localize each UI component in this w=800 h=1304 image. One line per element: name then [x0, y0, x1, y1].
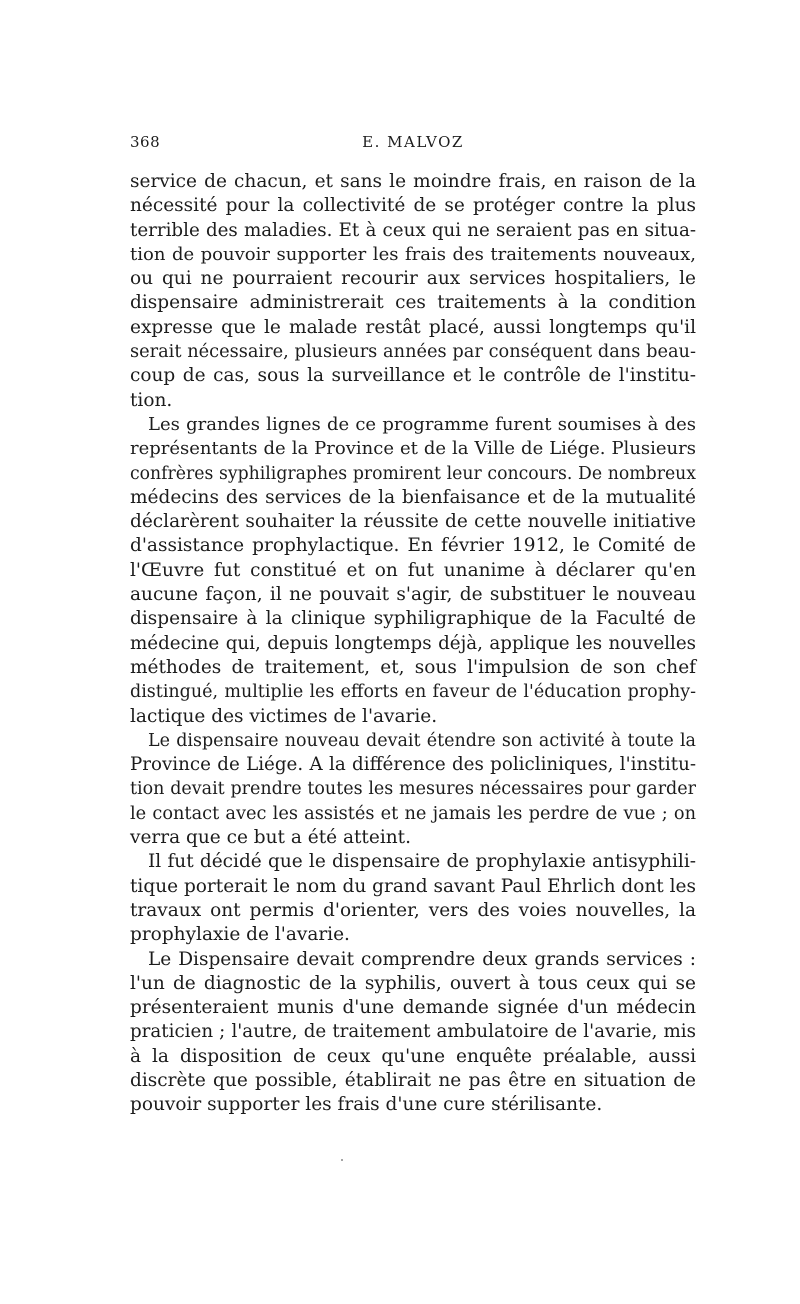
text-line: discrète que possible, établirait ne pas être en situation de	[130, 1069, 696, 1091]
paper-speck	[341, 1159, 343, 1161]
paragraph	[130, 413, 696, 729]
text-line: tique porterait le nom du grand savant Paul Ehrlich dont les	[130, 875, 696, 897]
text-line: l'un de diagnostic de la syphilis, ouvert à tous ceux qui se	[130, 972, 696, 994]
text-line: lactique des victimes de l'avarie.	[130, 705, 438, 727]
text-line: médecine qui, depuis longtemps déjà, applique les nouvelles	[130, 632, 696, 654]
text-line: pouvoir supporter les frais d'une cure stérilisante.	[130, 1094, 603, 1116]
paragraph	[130, 948, 696, 1118]
text-line: Les grandes lignes de ce programme furent soumises à des	[148, 413, 696, 435]
text-line: ou qui ne pourraient recourir aux services hospitaliers, le	[130, 268, 696, 290]
text-line: verra que ce but a été atteint.	[130, 827, 411, 849]
text-line: dispensaire administrerait ces traitements à la condition	[130, 292, 696, 314]
text-line: expresse que le malade restât placé, aussi longtemps qu'il	[130, 316, 696, 338]
text-line: prophylaxie de l'avarie.	[130, 924, 350, 946]
text-line: coup de cas, sous la surveillance et le contrôle de l'institu-	[130, 365, 696, 387]
text-line: d'assistance prophylactique. En février 1912, le Comité de	[130, 535, 696, 557]
text-line: service de chacun, et sans le moindre frais, en raison de la	[130, 171, 696, 192]
text-line: distingué, multiplie les efforts en faveur de l'éducation prophy-	[130, 682, 696, 703]
paragraph	[130, 729, 696, 850]
text-line: médecins des services de la bienfaisance et de la mutualité	[130, 486, 696, 508]
text-line: méthodes de traitement, et, sous l'impulsion de son chef	[130, 656, 696, 678]
text-line: Province de Liége. A la différence des policliniques, l'institu-	[130, 754, 696, 776]
page-number: 368	[130, 133, 161, 151]
paragraph	[130, 170, 696, 413]
page-header	[130, 133, 696, 157]
text-line: déclarèrent souhaiter la réussite de cette nouvelle initiative	[130, 511, 696, 533]
text-line: nécessité pour la collectivité de se protéger contre la plus	[130, 195, 696, 217]
text-line: dispensaire à la clinique syphiligraphique de la Faculté de	[130, 608, 696, 630]
text-line: confrères syphiligraphes promirent leur concours. De nombreux	[130, 463, 696, 484]
text-line: terrible des maladies. Et à ceux qui ne seraient pas en situa-	[130, 219, 696, 241]
text-line: l'Œuvre fut constitué et on fut unanime à déclarer qu'en	[130, 559, 696, 581]
text-line: tion devait prendre toutes les mesures nécessaires pour garder	[130, 779, 696, 800]
text-line: Le dispensaire nouveau devait étendre son activité à toute la	[148, 730, 696, 751]
body-text	[130, 170, 696, 1118]
text-line: travaux ont permis d'orienter, vers des voies nouvelles, la	[130, 899, 696, 921]
text-line: le contact avec les assistés et ne jamais les perdre de vue ; on	[130, 803, 696, 824]
paragraph	[130, 850, 696, 947]
text-line: tion de pouvoir supporter les frais des traitements nouveaux,	[130, 243, 696, 265]
text-line: Il fut décidé que le dispensaire de prophylaxie antisyphili-	[148, 851, 696, 873]
text-line: présenteraient munis d'une demande signée d'un médecin	[130, 997, 696, 1019]
text-line: serait nécessaire, plusieurs années par conséquent dans beau-	[130, 342, 696, 363]
text-line: tion.	[130, 389, 173, 411]
running-head: E. MALVOZ	[362, 133, 464, 151]
text-line: Le Dispensaire devait comprendre deux grands services :	[148, 948, 696, 970]
text-line: à la disposition de ceux qu'une enquête préalable, aussi	[130, 1045, 696, 1067]
text-line: représentants de la Province et de la Ville de Liége. Plusieurs	[130, 438, 696, 460]
text-line: aucune façon, il ne pouvait s'agir, de substituer le nouveau	[130, 584, 696, 606]
text-line: praticien ; l'autre, de traitement ambulatoire de l'avarie, mis	[130, 1021, 696, 1043]
